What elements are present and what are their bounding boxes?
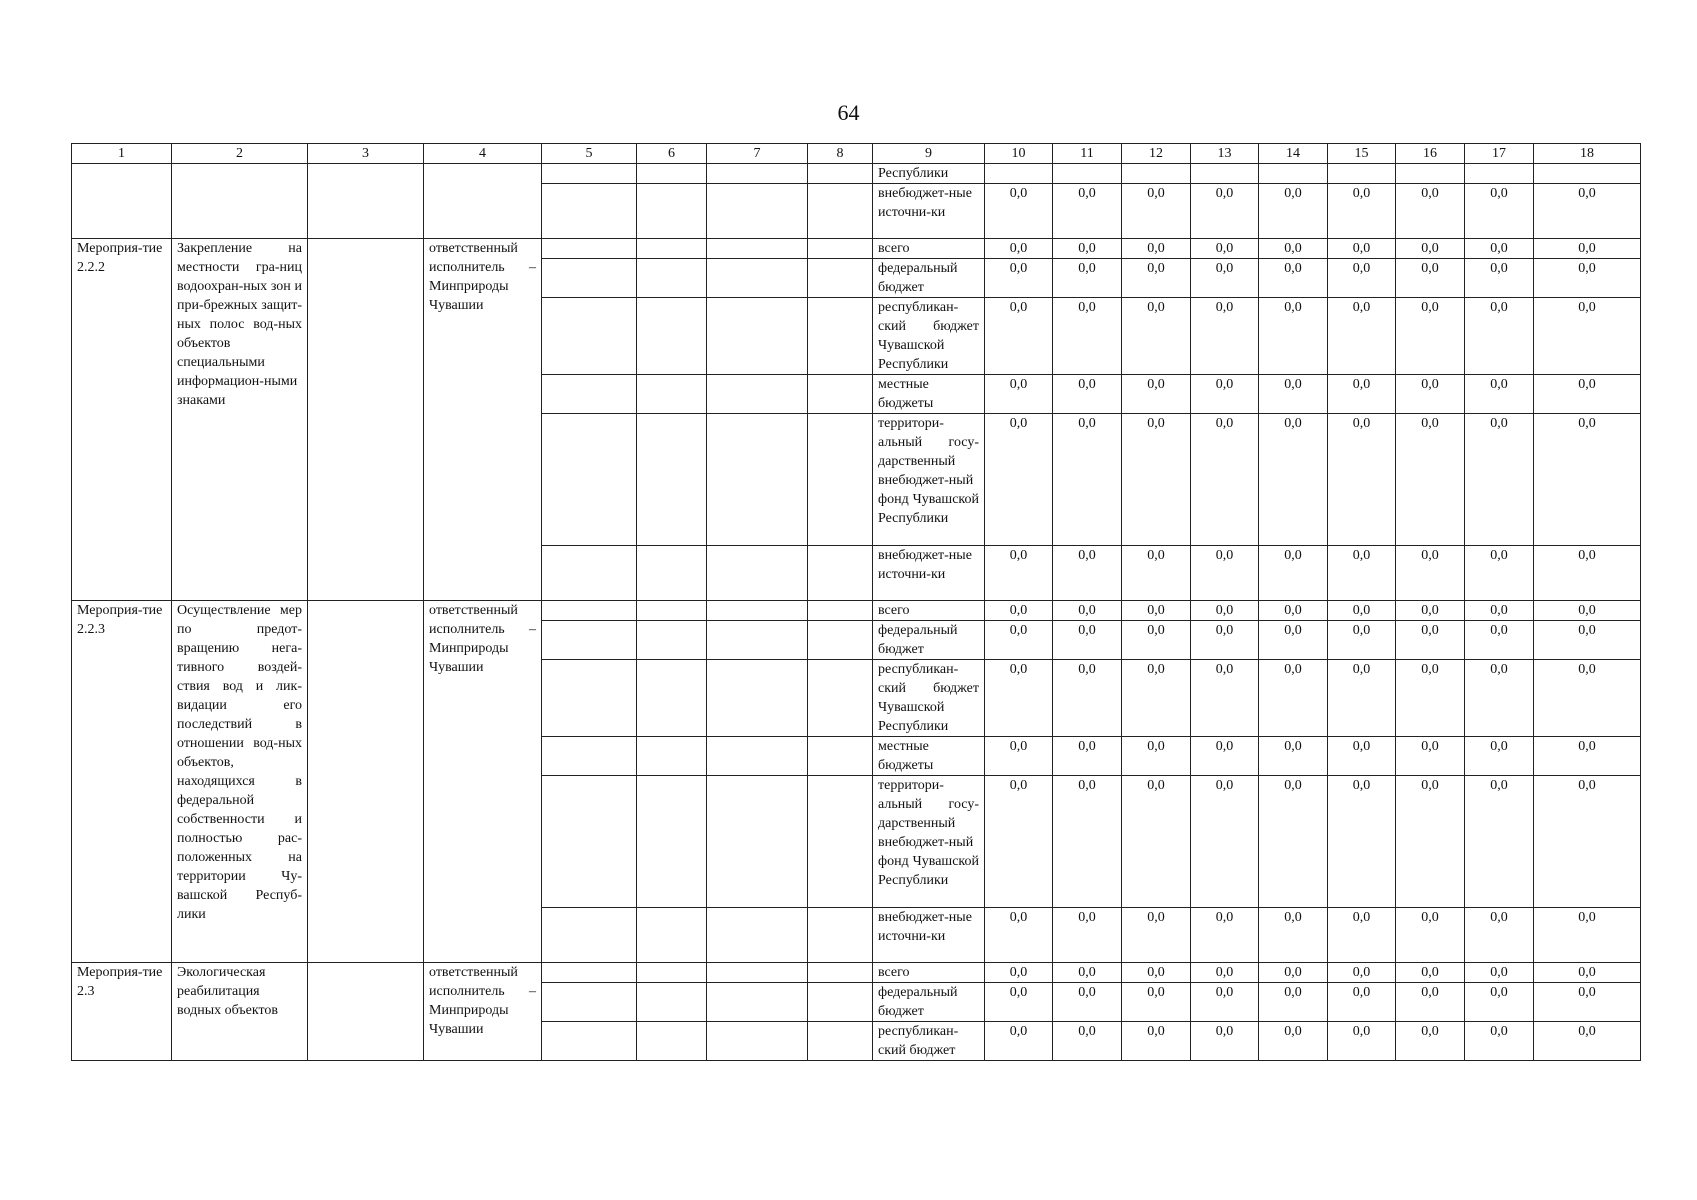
empty-cell — [542, 1022, 637, 1061]
empty-cell — [542, 737, 637, 776]
value-cell: 0,0 — [985, 660, 1053, 737]
value-cell: 0,0 — [1465, 375, 1534, 414]
empty-cell — [808, 414, 873, 546]
value-cell: 0,0 — [1328, 184, 1396, 239]
empty-cell — [542, 414, 637, 546]
value-cell: 0,0 — [1259, 239, 1328, 259]
value-cell: 0,0 — [985, 375, 1053, 414]
value-cell: 0,0 — [1328, 963, 1396, 983]
executor-cell: ответственный исполнитель – Минприроды Чувашии — [424, 239, 542, 601]
value-cell: 0,0 — [1122, 1022, 1191, 1061]
value-cell: 0,0 — [1328, 239, 1396, 259]
value-cell: 0,0 — [985, 184, 1053, 239]
value-cell: 0,0 — [1328, 776, 1396, 908]
value-cell: 0,0 — [1191, 776, 1259, 908]
empty-cell — [542, 259, 637, 298]
column-3-cell — [308, 601, 424, 963]
column-header: 10 — [985, 144, 1053, 164]
value-cell: 0,0 — [1328, 737, 1396, 776]
value-cell: 0,0 — [1191, 908, 1259, 963]
column-header: 15 — [1328, 144, 1396, 164]
value-cell: 0,0 — [1053, 375, 1122, 414]
empty-cell — [707, 546, 808, 601]
column-header: 2 — [172, 144, 308, 164]
value-cell: 0,0 — [1259, 776, 1328, 908]
value-cell — [1191, 164, 1259, 184]
value-cell: 0,0 — [1396, 737, 1465, 776]
value-cell: 0,0 — [1053, 737, 1122, 776]
measure-name-cell: Осуществление мер по предот-вращению нега-тивного воздей-ствия вод и лик-видации его последствий в отношении вод-ных объектов, находящихся в федеральной собственности и полностью рас-положенных на территории Чу-вашской Респуб-лики — [172, 601, 308, 963]
empty-cell — [707, 660, 808, 737]
empty-cell — [707, 375, 808, 414]
value-cell: 0,0 — [1191, 546, 1259, 601]
value-cell: 0,0 — [1396, 983, 1465, 1022]
empty-cell — [542, 776, 637, 908]
column-header: 6 — [637, 144, 707, 164]
value-cell: 0,0 — [1191, 184, 1259, 239]
funding-source-cell: федеральный бюджет — [873, 621, 985, 660]
value-cell: 0,0 — [1396, 908, 1465, 963]
value-cell: 0,0 — [1191, 660, 1259, 737]
value-cell: 0,0 — [1191, 983, 1259, 1022]
value-cell: 0,0 — [1053, 259, 1122, 298]
executor-cell: ответственный исполнитель – Минприроды Чувашии — [424, 963, 542, 1061]
empty-cell — [542, 660, 637, 737]
value-cell: 0,0 — [1122, 414, 1191, 546]
empty-cell — [637, 908, 707, 963]
value-cell: 0,0 — [1465, 184, 1534, 239]
empty-cell — [707, 164, 808, 184]
value-cell: 0,0 — [1534, 1022, 1641, 1061]
value-cell: 0,0 — [1534, 601, 1641, 621]
empty-cell — [542, 983, 637, 1022]
empty-cell — [808, 776, 873, 908]
empty-cell — [542, 908, 637, 963]
funding-source-cell: федеральный бюджет — [873, 259, 985, 298]
value-cell: 0,0 — [1191, 239, 1259, 259]
value-cell: 0,0 — [1259, 660, 1328, 737]
value-cell: 0,0 — [1122, 908, 1191, 963]
value-cell: 0,0 — [1534, 963, 1641, 983]
empty-cell — [637, 983, 707, 1022]
empty-cell — [808, 601, 873, 621]
value-cell: 0,0 — [1191, 737, 1259, 776]
value-cell: 0,0 — [985, 239, 1053, 259]
value-cell: 0,0 — [1534, 621, 1641, 660]
value-cell: 0,0 — [1122, 660, 1191, 737]
column-header: 14 — [1259, 144, 1328, 164]
value-cell: 0,0 — [1259, 375, 1328, 414]
value-cell: 0,0 — [1328, 375, 1396, 414]
empty-cell — [542, 164, 637, 184]
table-row — [72, 963, 1641, 983]
column-header: 12 — [1122, 144, 1191, 164]
value-cell — [1328, 164, 1396, 184]
funding-source-cell: республикан-ский бюджет Чувашской Республики — [873, 298, 985, 375]
column-header: 5 — [542, 144, 637, 164]
value-cell: 0,0 — [1534, 908, 1641, 963]
value-cell: 0,0 — [1259, 601, 1328, 621]
funding-source-cell: местные бюджеты — [873, 737, 985, 776]
empty-cell — [707, 259, 808, 298]
value-cell: 0,0 — [1053, 908, 1122, 963]
empty-cell — [637, 546, 707, 601]
value-cell: 0,0 — [1122, 546, 1191, 601]
funding-source-cell: республикан-ский бюджет — [873, 1022, 985, 1061]
value-cell: 0,0 — [1122, 375, 1191, 414]
value-cell: 0,0 — [1465, 546, 1534, 601]
value-cell: 0,0 — [1053, 546, 1122, 601]
empty-cell — [707, 601, 808, 621]
empty-cell — [707, 239, 808, 259]
funding-source-cell: всего — [873, 963, 985, 983]
funding-source-cell: внебюджет-ные источни-ки — [873, 184, 985, 239]
empty-cell — [707, 737, 808, 776]
empty-cell — [707, 184, 808, 239]
empty-cell — [542, 184, 637, 239]
funding-source-cell: республикан-ский бюджет Чувашской Республики — [873, 660, 985, 737]
budget-table — [71, 143, 1641, 1061]
funding-source-cell: Республики — [873, 164, 985, 184]
executor-cell — [424, 164, 542, 239]
empty-cell — [542, 621, 637, 660]
value-cell: 0,0 — [1191, 375, 1259, 414]
value-cell: 0,0 — [1122, 776, 1191, 908]
column-3-cell — [308, 239, 424, 601]
value-cell: 0,0 — [985, 737, 1053, 776]
empty-cell — [707, 414, 808, 546]
table-row — [72, 601, 1641, 621]
empty-cell — [808, 660, 873, 737]
column-header: 16 — [1396, 144, 1465, 164]
value-cell: 0,0 — [1396, 621, 1465, 660]
empty-cell — [637, 660, 707, 737]
value-cell: 0,0 — [985, 259, 1053, 298]
value-cell: 0,0 — [1396, 1022, 1465, 1061]
value-cell: 0,0 — [1053, 298, 1122, 375]
table-row — [72, 239, 1641, 259]
value-cell: 0,0 — [1396, 963, 1465, 983]
column-header: 9 — [873, 144, 985, 164]
funding-source-cell: федеральный бюджет — [873, 983, 985, 1022]
value-cell: 0,0 — [1122, 184, 1191, 239]
value-cell: 0,0 — [1259, 298, 1328, 375]
value-cell: 0,0 — [1465, 239, 1534, 259]
value-cell: 0,0 — [1053, 621, 1122, 660]
value-cell: 0,0 — [1534, 259, 1641, 298]
value-cell: 0,0 — [1191, 1022, 1259, 1061]
empty-cell — [808, 164, 873, 184]
funding-source-cell: внебюджет-ные источни-ки — [873, 546, 985, 601]
empty-cell — [707, 621, 808, 660]
value-cell: 0,0 — [1259, 259, 1328, 298]
empty-cell — [808, 375, 873, 414]
funding-source-cell: внебюджет-ные источни-ки — [873, 908, 985, 963]
empty-cell — [637, 737, 707, 776]
value-cell: 0,0 — [1328, 414, 1396, 546]
value-cell: 0,0 — [1465, 908, 1534, 963]
value-cell: 0,0 — [1465, 737, 1534, 776]
measure-id-cell: Мероприя-тие 2.2.3 — [72, 601, 172, 963]
value-cell: 0,0 — [1396, 239, 1465, 259]
empty-cell — [637, 601, 707, 621]
value-cell: 0,0 — [1534, 239, 1641, 259]
value-cell: 0,0 — [1122, 298, 1191, 375]
empty-cell — [542, 239, 637, 259]
value-cell: 0,0 — [1396, 298, 1465, 375]
value-cell — [1534, 164, 1641, 184]
value-cell: 0,0 — [1259, 908, 1328, 963]
value-cell: 0,0 — [1259, 1022, 1328, 1061]
value-cell: 0,0 — [1534, 414, 1641, 546]
value-cell: 0,0 — [1396, 375, 1465, 414]
empty-cell — [707, 776, 808, 908]
value-cell: 0,0 — [1053, 963, 1122, 983]
value-cell: 0,0 — [1122, 259, 1191, 298]
value-cell: 0,0 — [1191, 621, 1259, 660]
empty-cell — [808, 963, 873, 983]
value-cell — [1122, 164, 1191, 184]
empty-cell — [637, 259, 707, 298]
empty-cell — [637, 621, 707, 660]
value-cell: 0,0 — [1122, 601, 1191, 621]
column-header: 13 — [1191, 144, 1259, 164]
value-cell: 0,0 — [1259, 184, 1328, 239]
empty-cell — [542, 546, 637, 601]
column-3-cell — [308, 963, 424, 1061]
empty-cell — [707, 908, 808, 963]
value-cell: 0,0 — [1396, 660, 1465, 737]
empty-cell — [707, 1022, 808, 1061]
value-cell: 0,0 — [1465, 621, 1534, 660]
value-cell: 0,0 — [1328, 660, 1396, 737]
value-cell: 0,0 — [1191, 414, 1259, 546]
value-cell: 0,0 — [1191, 259, 1259, 298]
empty-cell — [808, 983, 873, 1022]
empty-cell — [637, 1022, 707, 1061]
value-cell: 0,0 — [1122, 963, 1191, 983]
value-cell: 0,0 — [1534, 375, 1641, 414]
empty-cell — [808, 908, 873, 963]
funding-source-cell: всего — [873, 601, 985, 621]
table-body — [72, 164, 1641, 1061]
value-cell: 0,0 — [985, 601, 1053, 621]
value-cell: 0,0 — [1396, 776, 1465, 908]
value-cell: 0,0 — [1328, 546, 1396, 601]
value-cell: 0,0 — [1534, 184, 1641, 239]
value-cell: 0,0 — [1122, 737, 1191, 776]
column-header: 17 — [1465, 144, 1534, 164]
value-cell: 0,0 — [1465, 776, 1534, 908]
value-cell: 0,0 — [985, 963, 1053, 983]
value-cell: 0,0 — [1053, 414, 1122, 546]
empty-cell — [808, 239, 873, 259]
empty-cell — [637, 375, 707, 414]
empty-cell — [808, 546, 873, 601]
value-cell: 0,0 — [1259, 737, 1328, 776]
value-cell: 0,0 — [985, 908, 1053, 963]
value-cell: 0,0 — [1191, 963, 1259, 983]
empty-cell — [637, 963, 707, 983]
value-cell: 0,0 — [1396, 259, 1465, 298]
funding-source-cell: территори-альный госу-дарственный внебюджет-ный фонд Чувашской Республики — [873, 776, 985, 908]
value-cell: 0,0 — [1122, 239, 1191, 259]
column-header: 4 — [424, 144, 542, 164]
value-cell: 0,0 — [1191, 298, 1259, 375]
empty-cell — [808, 298, 873, 375]
value-cell: 0,0 — [1465, 259, 1534, 298]
measure-id-cell: Мероприя-тие 2.2.2 — [72, 239, 172, 601]
value-cell: 0,0 — [1053, 184, 1122, 239]
empty-cell — [637, 414, 707, 546]
value-cell: 0,0 — [1465, 414, 1534, 546]
empty-cell — [637, 776, 707, 908]
empty-cell — [808, 621, 873, 660]
value-cell: 0,0 — [985, 298, 1053, 375]
value-cell: 0,0 — [985, 621, 1053, 660]
column-header: 1 — [72, 144, 172, 164]
column-header: 8 — [808, 144, 873, 164]
value-cell — [1053, 164, 1122, 184]
column-header: 18 — [1534, 144, 1641, 164]
value-cell: 0,0 — [1053, 660, 1122, 737]
value-cell: 0,0 — [1328, 908, 1396, 963]
value-cell: 0,0 — [1328, 298, 1396, 375]
empty-cell — [542, 601, 637, 621]
value-cell — [1396, 164, 1465, 184]
empty-cell — [808, 184, 873, 239]
value-cell: 0,0 — [985, 546, 1053, 601]
funding-source-cell: территори-альный госу-дарственный внебюджет-ный фонд Чувашской Республики — [873, 414, 985, 546]
empty-cell — [637, 184, 707, 239]
value-cell: 0,0 — [1465, 983, 1534, 1022]
value-cell: 0,0 — [985, 776, 1053, 908]
value-cell: 0,0 — [985, 1022, 1053, 1061]
value-cell: 0,0 — [1396, 184, 1465, 239]
value-cell: 0,0 — [1053, 239, 1122, 259]
value-cell: 0,0 — [985, 983, 1053, 1022]
value-cell: 0,0 — [1328, 1022, 1396, 1061]
empty-cell — [808, 737, 873, 776]
value-cell: 0,0 — [1328, 983, 1396, 1022]
column-header: 11 — [1053, 144, 1122, 164]
empty-cell — [707, 298, 808, 375]
value-cell: 0,0 — [1396, 546, 1465, 601]
funding-source-cell: всего — [873, 239, 985, 259]
measure-name-cell: Закрепление на местности гра-ниц водоохран-ных зон и при-брежных защит-ных полос вод-ных объектов специальными информацион-ными знаками — [172, 239, 308, 601]
value-cell: 0,0 — [1534, 983, 1641, 1022]
empty-cell — [637, 239, 707, 259]
value-cell: 0,0 — [1122, 983, 1191, 1022]
value-cell: 0,0 — [1259, 621, 1328, 660]
value-cell: 0,0 — [1465, 298, 1534, 375]
measure-id-cell — [72, 164, 172, 239]
value-cell: 0,0 — [1053, 1022, 1122, 1061]
value-cell — [985, 164, 1053, 184]
empty-cell — [542, 375, 637, 414]
value-cell: 0,0 — [1465, 660, 1534, 737]
column-header: 3 — [308, 144, 424, 164]
value-cell: 0,0 — [1534, 298, 1641, 375]
table-header — [72, 144, 1641, 164]
value-cell: 0,0 — [1534, 546, 1641, 601]
value-cell: 0,0 — [1053, 601, 1122, 621]
value-cell: 0,0 — [1465, 601, 1534, 621]
value-cell: 0,0 — [985, 414, 1053, 546]
measure-name-cell — [172, 164, 308, 239]
value-cell: 0,0 — [1465, 1022, 1534, 1061]
executor-cell: ответственный исполнитель – Минприроды Чувашии — [424, 601, 542, 963]
value-cell: 0,0 — [1053, 983, 1122, 1022]
page-number: 64 — [837, 100, 860, 125]
empty-cell — [808, 1022, 873, 1061]
value-cell: 0,0 — [1534, 660, 1641, 737]
empty-cell — [707, 963, 808, 983]
value-cell: 0,0 — [1259, 963, 1328, 983]
empty-cell — [808, 259, 873, 298]
empty-cell — [637, 298, 707, 375]
table-row — [72, 164, 1641, 184]
value-cell — [1259, 164, 1328, 184]
value-cell: 0,0 — [1259, 414, 1328, 546]
value-cell: 0,0 — [1328, 259, 1396, 298]
value-cell: 0,0 — [1465, 963, 1534, 983]
value-cell: 0,0 — [1396, 601, 1465, 621]
empty-cell — [707, 983, 808, 1022]
value-cell: 0,0 — [1328, 621, 1396, 660]
funding-source-cell: местные бюджеты — [873, 375, 985, 414]
value-cell: 0,0 — [1191, 601, 1259, 621]
value-cell: 0,0 — [1534, 776, 1641, 908]
value-cell: 0,0 — [1259, 983, 1328, 1022]
measure-name-cell: Экологическая реабилитация водных объектов — [172, 963, 308, 1061]
value-cell — [1465, 164, 1534, 184]
column-header: 7 — [707, 144, 808, 164]
measure-id-cell: Мероприя-тие 2.3 — [72, 963, 172, 1061]
value-cell: 0,0 — [1328, 601, 1396, 621]
value-cell: 0,0 — [1053, 776, 1122, 908]
value-cell: 0,0 — [1122, 621, 1191, 660]
column-3-cell — [308, 164, 424, 239]
value-cell: 0,0 — [1259, 546, 1328, 601]
empty-cell — [542, 298, 637, 375]
value-cell: 0,0 — [1396, 414, 1465, 546]
value-cell: 0,0 — [1534, 737, 1641, 776]
empty-cell — [637, 164, 707, 184]
empty-cell — [542, 963, 637, 983]
